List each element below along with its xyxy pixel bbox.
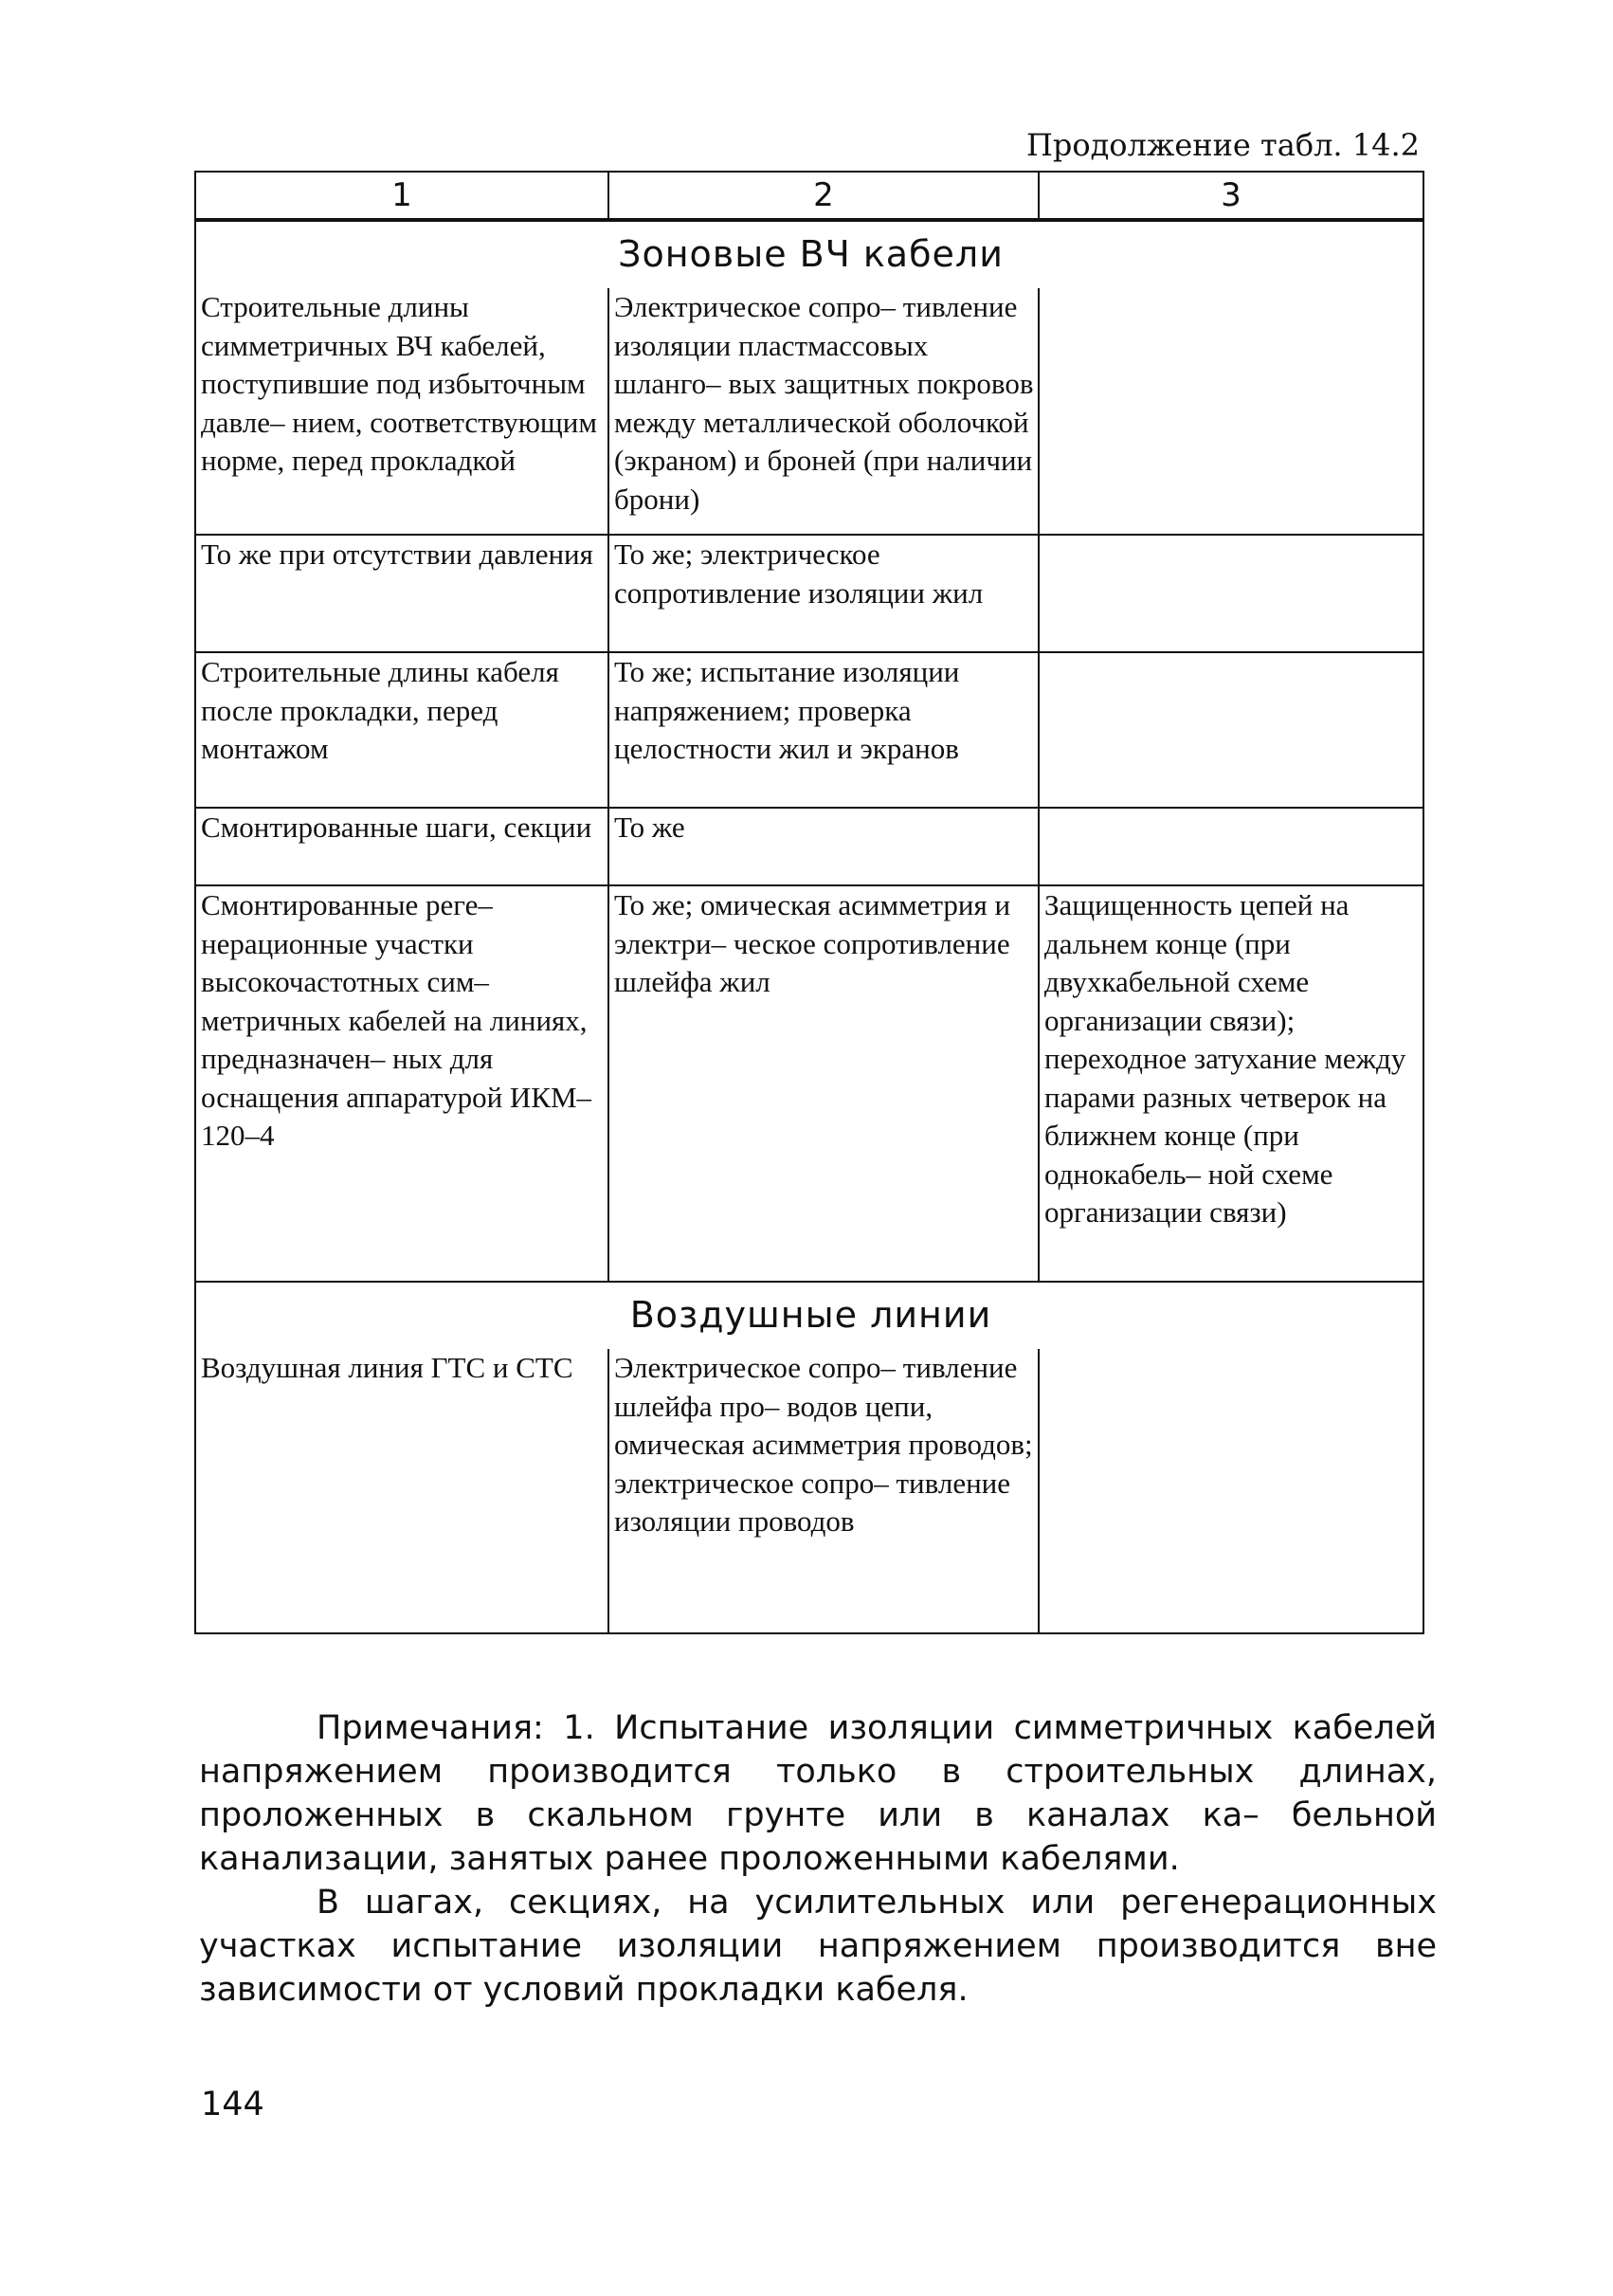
- table-cell: Смонтированные шаги, секции: [195, 808, 608, 885]
- column-header: 1: [195, 172, 608, 220]
- table-row: [195, 535, 1423, 652]
- table-cell: Электрическое сопро– тивление шлейфа про– водов цепи, омическая асимметрия проводов; электрическое сопро– тивление изоляции проводов: [608, 1349, 1039, 1633]
- table-cell: То же; испытание изоляции напряжением; проверка целостности жил и экранов: [608, 652, 1039, 808]
- table-row: [195, 1349, 1423, 1633]
- table-cell: То же; омическая асимметрия и электри– ческое сопротивление шлейфа жил: [608, 885, 1039, 1282]
- section-title: Воздушные линии: [195, 1282, 1423, 1349]
- header-row: [195, 172, 1423, 220]
- table-cell: То же; электрическое сопротивление изоляции жил: [608, 535, 1039, 652]
- table-cell: [1039, 288, 1423, 535]
- note-paragraph: В шагах, секциях, на усилительных или регенерационных участках испытание изоляции напряжением производится вне зависимости от условий прокладки кабеля.: [199, 1884, 1437, 2009]
- table-cell: Воздушная линия ГТС и СТС: [195, 1349, 608, 1633]
- table-cell: То же при отсутствии давления: [195, 535, 608, 652]
- table-cell: [1039, 535, 1423, 652]
- table-cell: Строительные длины симметричных ВЧ кабелей, поступившие под избыточным давле– нием, соответствующим норме, перед прокладкой: [195, 288, 608, 535]
- table-cell: [1039, 808, 1423, 885]
- section-header: [195, 1282, 1423, 1349]
- table-row: [195, 652, 1423, 808]
- page-number: 144: [201, 2086, 264, 2123]
- table-cell: [1039, 1349, 1423, 1633]
- note-paragraph: Примечания: 1. Испытание изоляции симметричных кабелей напряжением производится только в строительных длинах, проложенных в скальном грунте или в каналах ка– бельной канализации, занятых ранее проложенными кабелями.: [199, 1709, 1437, 1878]
- table-row: [195, 288, 1423, 535]
- cable-test-table: [194, 171, 1424, 1634]
- column-header: 2: [608, 172, 1039, 220]
- table-cell: Защищенность цепей на дальнем конце (при двухкабельной схеме организации связи); переходное затухание между парами разных четверок на ближнем конце (при однокабель– ной схеме организации связи): [1039, 885, 1423, 1282]
- section-title: Зоновые ВЧ кабели: [195, 220, 1423, 288]
- table-cell: Строительные длины кабеля после прокладки, перед монтажом: [195, 652, 608, 808]
- table-cell: То же: [608, 808, 1039, 885]
- notes: [199, 1706, 1437, 2012]
- column-header: 3: [1039, 172, 1423, 220]
- table-row: [195, 808, 1423, 885]
- section-header: [195, 220, 1423, 288]
- table-cell: [1039, 652, 1423, 808]
- table-row: [195, 885, 1423, 1282]
- table-caption: Продолжение табл. 14.2: [1025, 127, 1420, 163]
- table-cell: Смонтированные реге– нерационные участки высокочастотных сим– метричных кабелей на линиях, предназначен– ных для оснащения аппаратурой ИКМ–120–4: [195, 885, 608, 1282]
- table-cell: Электрическое сопро– тивление изоляции пластмассовых шланго– вых защитных покровов между металлической оболочкой (экраном) и броней (при наличии брони): [608, 288, 1039, 535]
